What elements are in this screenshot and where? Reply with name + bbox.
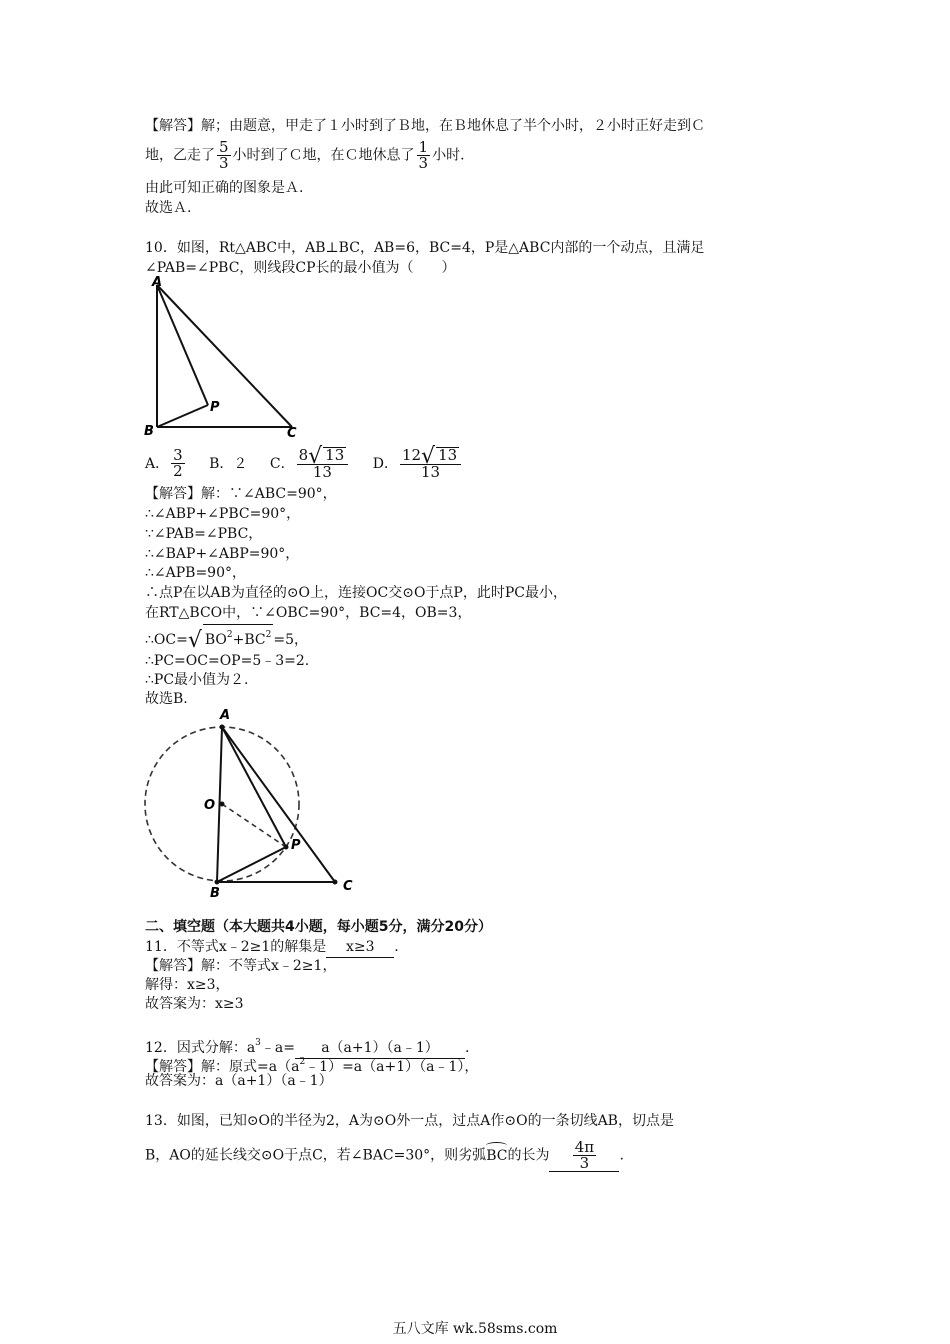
q10-stem-line1: 10．如图，Rt△ABC中，AB⊥BC，AB=6，BC=4，P是△ABC内部的一个动点，且满足 (145, 240, 705, 256)
q12-sol-line1: 【解答】解：原式$=a(a^2﹣1)=a(a+1)(a﹣1)$， (145, 1057, 479, 1075)
q11-sol-line2: 解得：x≥3， (145, 977, 230, 993)
q10-stem-line2: ∠PAB=∠PBC，则线段CP长的最小值为（ ） (145, 260, 456, 276)
q10-sol-line7: 在RT△BCO中，∵∠OBC=90°，BC=4，OB=3， (145, 605, 472, 621)
q11-sol-line3: 故答案为：x≥3 (145, 996, 244, 1012)
label-p: P (210, 400, 220, 415)
section-heading: 二、填空题（本大题共4小题，每小题5分，满分20分） (145, 919, 492, 935)
segment-ac (222, 727, 335, 882)
q10-sol-line2: ∴∠ABP+∠PBC=90°， (145, 506, 301, 522)
q11-sol-line1: 【解答】解：不等式x﹣2≥1， (145, 958, 337, 974)
option-b: B．２ (209, 455, 248, 472)
triangle-figure (140, 275, 300, 440)
q10-options (145, 444, 463, 481)
label-a: A (152, 275, 163, 290)
q11-stem: 11．不等式x﹣2≥1的解集是 x≥3 . (145, 937, 399, 958)
label-o: O (204, 798, 216, 813)
point-a (220, 725, 225, 730)
fraction: $\frac{1}{3}$ (418, 138, 429, 172)
answer-blank: $\frac{4\pi}{3}$ (549, 1140, 619, 1172)
segment-ap (222, 727, 286, 847)
segment-op (222, 804, 286, 847)
q12-sol-line2: 故答案为：a（a+1）（a﹣1） (145, 1073, 333, 1089)
option-c: C． $\frac{8√ 13}{13}$ (270, 456, 350, 472)
q10-sol-line8: ∴OC=√ $BO^2+BC^2 =5$， (145, 624, 308, 651)
q12-stem: 12．因式分解：$a^3﹣a=$ a（a+1）（a﹣1） . (145, 1033, 469, 1059)
circle-figure (140, 705, 360, 900)
q9-answer-line1: 【解答】解；由题意，甲走了１小时到了Ｂ地，在Ｂ地休息了半个小时，２小时正好走到Ｃ (145, 118, 705, 134)
answer-blank: a（a+1）（a﹣1） (295, 1038, 465, 1059)
q9-answer-line3: 由此可知正确的图象是Ａ. (145, 180, 304, 196)
answer-blank: x≥3 (326, 937, 394, 958)
label-a: A (220, 708, 231, 723)
footer-watermark: 五八文库 wk.58sms.com (392, 1321, 558, 1337)
label-c: C (343, 879, 353, 894)
option-a: A． $\frac{3}{2}$ (145, 446, 183, 480)
q10-sol-line6: ∴点P在以AB为直径的⊙O上，连接OC交⊙O于点P，此时PC最小， (145, 585, 567, 601)
fraction: $\frac{5}{3}$ (219, 138, 229, 172)
arc-bc: BC (486, 1142, 507, 1166)
option-d: D． $\frac{12√ 13}{13}$ (373, 456, 463, 472)
q10-sol-line4: ∴∠BAP+∠ABP=90°， (145, 546, 300, 562)
q10-sol-line11: 故选B. (145, 691, 188, 707)
q10-sol-line3: ∵∠PAB=∠PBC， (145, 526, 263, 542)
label-b: B (210, 886, 220, 900)
q9-answer-line4: 故选Ａ. (145, 200, 192, 216)
label-c: C (287, 426, 297, 440)
label-p: P (291, 838, 301, 853)
q10-sol-line9: ∴PC=OC=OP=5﹣3=2. (145, 653, 310, 669)
point-o (220, 802, 225, 807)
q9-answer-line2: 地，乙走了 $\frac{5}{3}$ 小时到了Ｃ地，在Ｃ地休息了 $\frac{1}{3}$ 小时. (145, 138, 465, 172)
segment-ac (157, 285, 292, 427)
segment-bp (217, 847, 286, 882)
point-b (215, 880, 220, 885)
q13-stem-line1: 13．如图，已知⊙O的半径为2，A为⊙O外一点，过点A作⊙O的一条切线AB，切点是 (145, 1113, 674, 1129)
q10-sol-line10: ∴PC最小值为２. (145, 672, 249, 688)
q10-sol-line1: 【解答】解：∵∠ABC=90°， (145, 486, 337, 502)
point-c (333, 880, 338, 885)
q13-stem-line2: B，AO的延长线交⊙O于点C，若∠BAC=30°，则劣弧BC的长为 $\frac{4\pi}{3}$ . (145, 1138, 624, 1172)
segment-bp (157, 405, 208, 427)
label-b: B (144, 424, 154, 439)
point-p (284, 845, 289, 850)
q10-sol-line5: ∴∠APB=90°， (145, 565, 247, 581)
segment-ap (157, 285, 208, 405)
